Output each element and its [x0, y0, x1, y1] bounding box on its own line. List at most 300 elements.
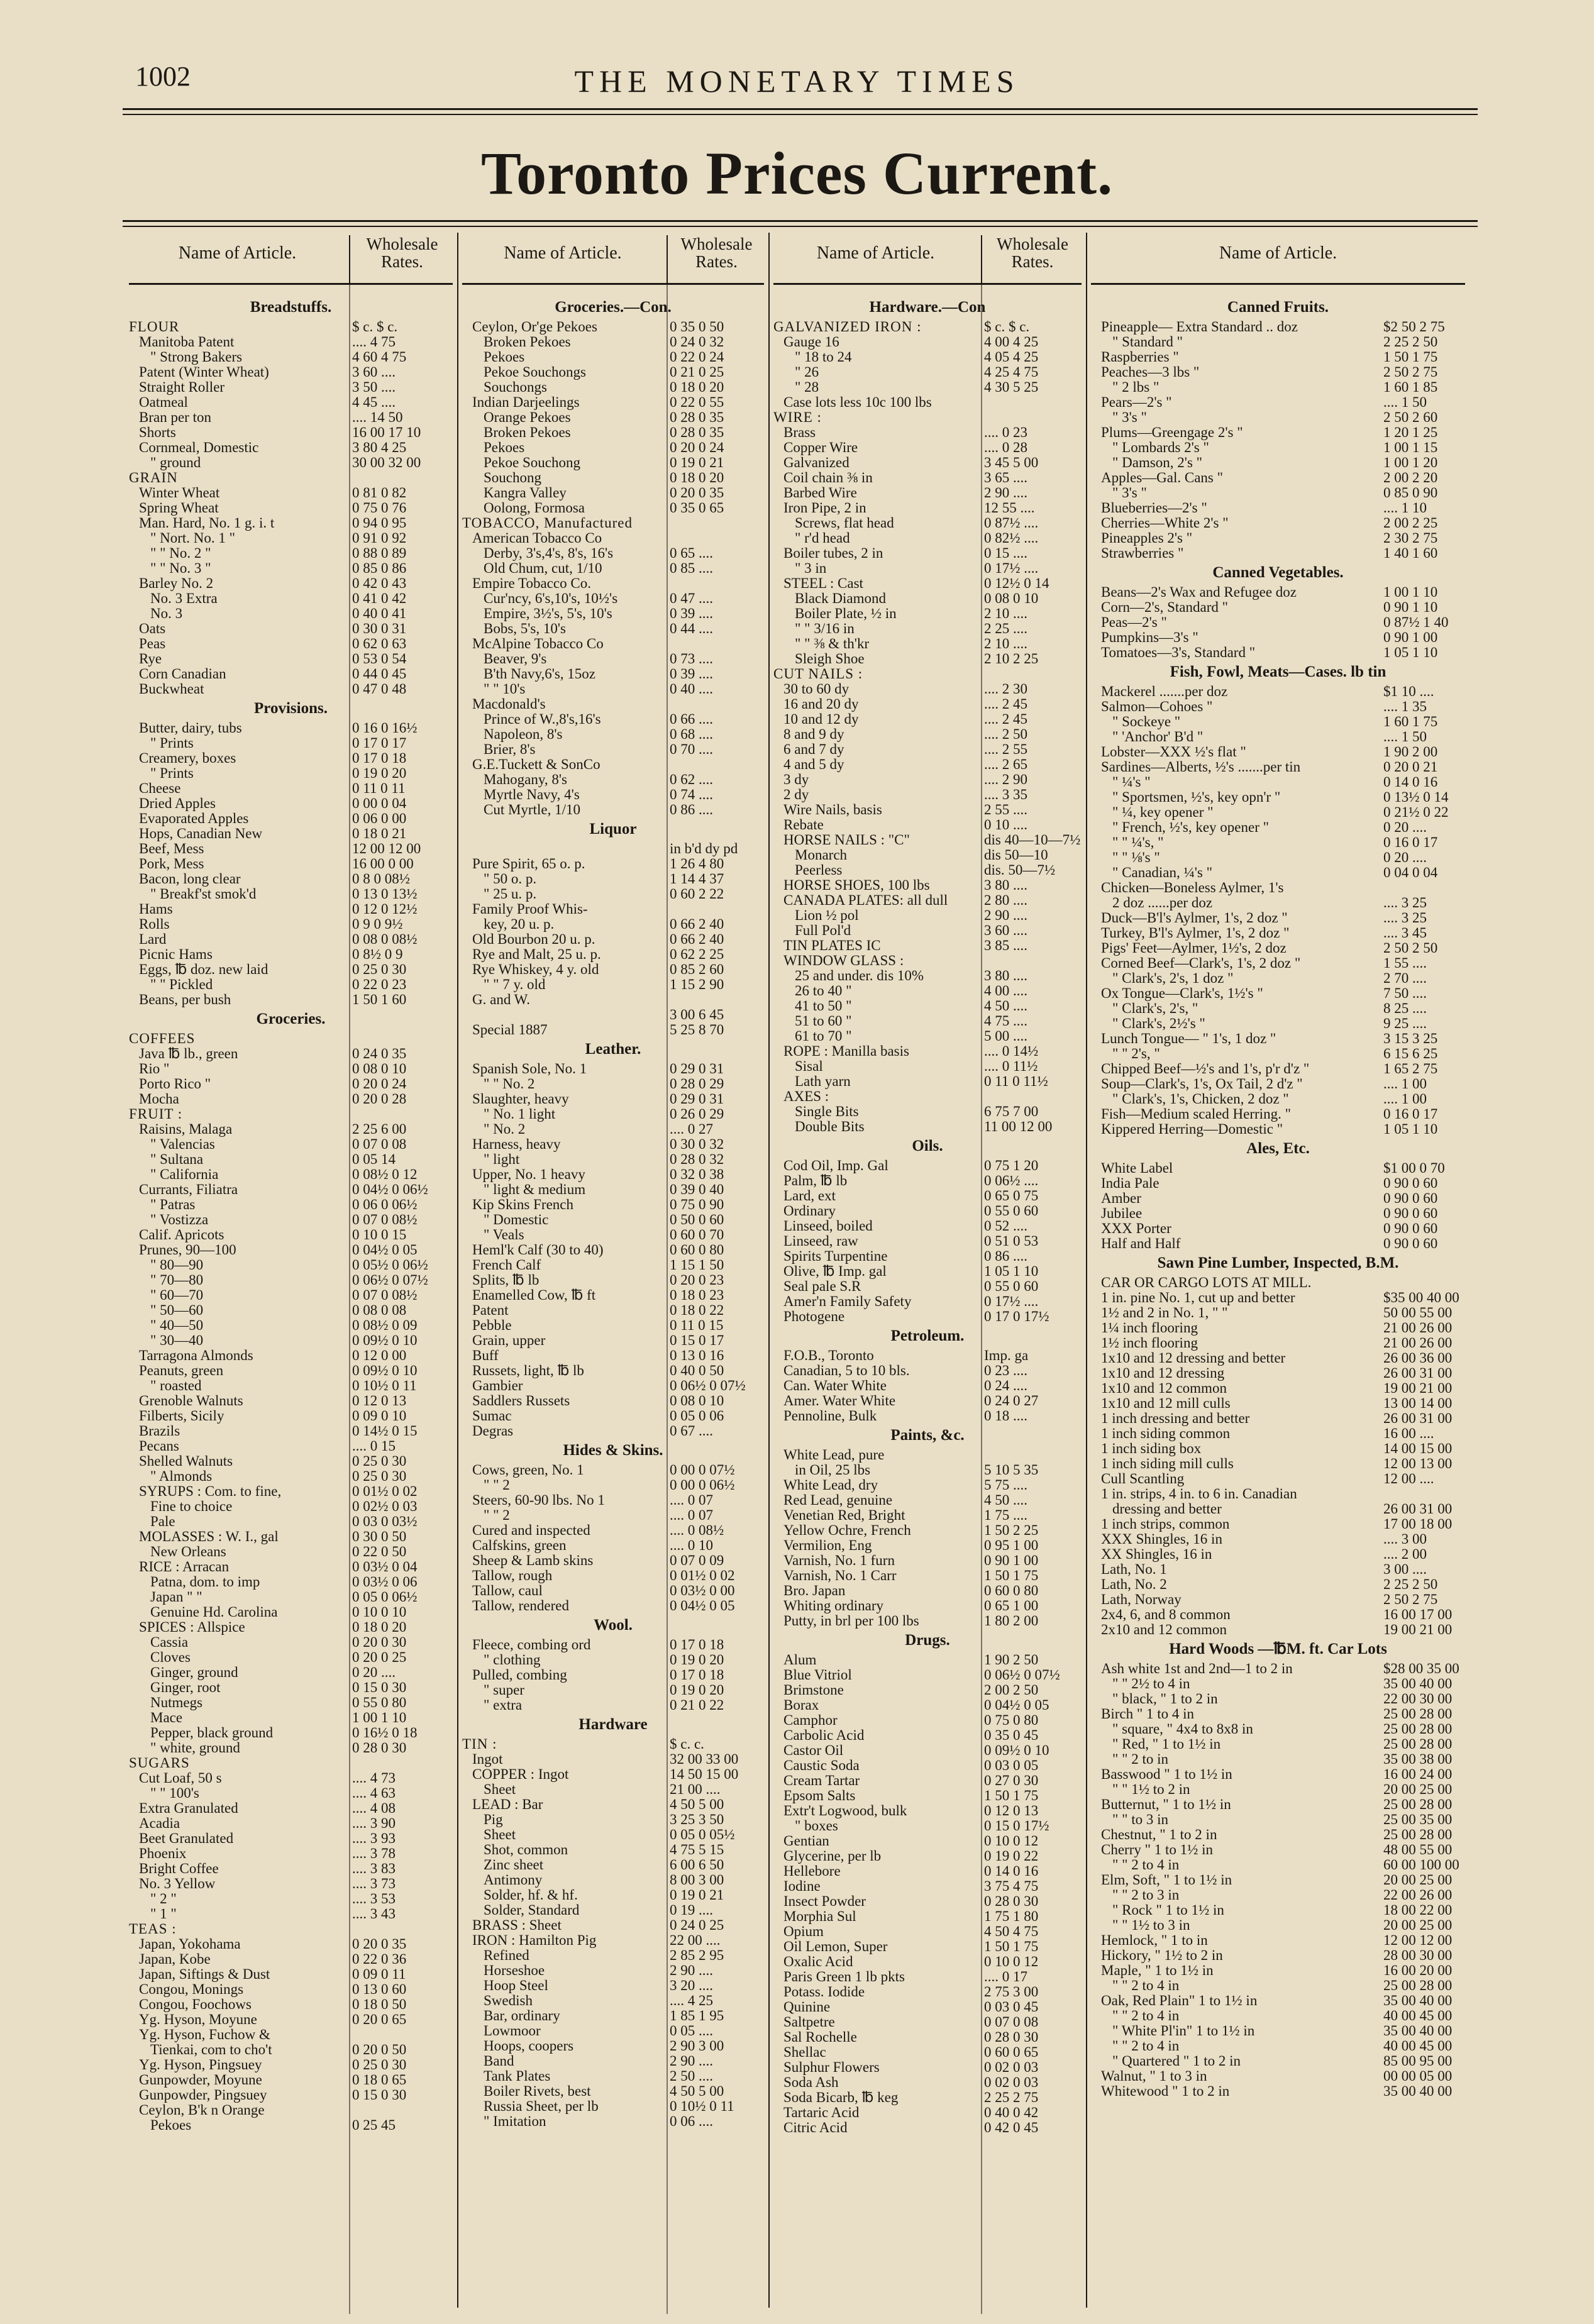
wholesale-rate: 0 09½ 0 10: [984, 1743, 1049, 1758]
article-name: Nutmegs: [150, 1695, 203, 1710]
price-row: [773, 1478, 1082, 1493]
article-name: Shelled Walnuts: [139, 1454, 233, 1469]
article-name: Epsom Salts: [783, 1788, 856, 1803]
price-row: [773, 546, 1082, 561]
wholesale-rate: 0 19 0 20: [670, 1652, 724, 1668]
article-name: Lobster—XXX ½'s flat ": [1101, 744, 1246, 760]
article-name: Tallow, caul: [472, 1583, 543, 1598]
wholesale-rate: 0 26 0 29: [670, 1107, 724, 1122]
price-row: [129, 736, 453, 751]
wholesale-rate: 0 08 0 08: [352, 1303, 407, 1318]
article-name: Camphor: [783, 1713, 838, 1728]
wholesale-rate: 1 15 2 90: [670, 977, 724, 992]
article-name: " Rock " 1 to 1½ in: [1112, 1903, 1224, 1918]
wholesale-rate: 3 45 5 00: [984, 455, 1039, 470]
price-row: [129, 2057, 453, 2072]
article-name: Screws, flat head: [795, 516, 894, 531]
wholesale-rate: 35 00 40 00: [1383, 2084, 1453, 2099]
wholesale-rate: 50 00 55 00: [1383, 1305, 1453, 1320]
wholesale-rate: 0 03 0 45: [984, 2000, 1039, 2015]
article-name: Oxalic Acid: [783, 1954, 853, 1969]
article-name: Eggs, ℔ doz. new laid: [139, 962, 268, 977]
wholesale-rate: 22 00 26 00: [1383, 1888, 1453, 1903]
article-name: Shorts: [139, 425, 176, 440]
price-column-2: [462, 233, 764, 2314]
price-row: [129, 1831, 453, 1846]
article-name: AXES :: [783, 1089, 829, 1104]
price-row: [462, 1318, 764, 1333]
wholesale-rate: 2 30 2 75: [1383, 531, 1438, 546]
price-row: [129, 1635, 453, 1650]
price-row: [129, 621, 453, 636]
price-row: [1091, 1873, 1465, 1888]
price-row: [129, 1424, 453, 1439]
wholesale-rate: 1 00 1 15: [1383, 440, 1438, 455]
article-name: Lowmoor: [484, 2023, 541, 2039]
wholesale-rate: 0 90 0 60: [1383, 1206, 1438, 1221]
wholesale-rate: 32 00 33 00: [670, 1752, 739, 1767]
article-name: Blue Vitriol: [783, 1668, 852, 1683]
price-row: [1091, 1722, 1465, 1737]
article-name: Myrtle Navy, 4's: [484, 787, 580, 802]
wholesale-rate: 0 06½ ....: [984, 1173, 1039, 1188]
article-name: " " 2 to 3 in: [1112, 1888, 1180, 1903]
price-row: [129, 561, 453, 576]
section-title: Hides & Skins.: [563, 1442, 663, 1459]
article-name: " ground: [150, 455, 201, 470]
price-row: [1091, 790, 1465, 805]
wholesale-rate: .... 0 23: [984, 425, 1027, 440]
wholesale-rate: .... 0 11½: [984, 1059, 1038, 1074]
wholesale-rate: 0 28 0 35: [670, 425, 724, 440]
price-row: [773, 2120, 1082, 2135]
wholesale-rate: .... 3 45: [1383, 926, 1427, 941]
article-name: " French, ½'s, key opener ": [1112, 820, 1270, 835]
price-row: [462, 2114, 764, 2129]
wholesale-rate: 40 00 45 00: [1383, 2008, 1453, 2023]
wholesale-rate: 0 9 0 9½: [352, 917, 403, 932]
wholesale-rate: 5 75 ....: [984, 1478, 1027, 1493]
wholesale-rate: 0 65 0 75: [984, 1188, 1039, 1204]
price-row: [129, 1137, 453, 1152]
price-row: [129, 319, 453, 335]
price-row: [129, 1363, 453, 1378]
article-name: FLOUR: [129, 319, 180, 335]
article-name: American Tobacco Co: [472, 531, 602, 546]
wholesale-rate: 0 35 0 65: [670, 501, 724, 516]
article-name: Cows, green, No. 1: [472, 1463, 584, 1478]
article-name: Caustic Soda: [783, 1758, 860, 1773]
article-name: " " 10's: [484, 682, 526, 697]
article-name: Tomatoes—3's, Standard ": [1101, 645, 1256, 660]
wholesale-rate: 12 00 ....: [1383, 1471, 1434, 1486]
wholesale-rate: Imp. ga: [984, 1348, 1029, 1363]
price-row: [773, 908, 1082, 923]
article-name: Sulphur Flowers: [783, 2060, 880, 2075]
price-row: [1091, 850, 1465, 865]
wholesale-rate: 20 00 25 00: [1383, 1782, 1453, 1797]
price-row: [1091, 835, 1465, 850]
article-name: Hops, Canadian New: [139, 826, 263, 841]
article-name: Double Bits: [795, 1119, 865, 1134]
price-row: [462, 1553, 764, 1568]
wholesale-rate: 0 90 1 00: [984, 1553, 1039, 1568]
price-row: [1091, 1993, 1465, 2008]
article-name: " " 2½ to 4 in: [1112, 1676, 1190, 1691]
wholesale-rate: 0 28 0 30: [352, 1740, 407, 1756]
price-row: [1091, 1076, 1465, 1092]
price-row: [129, 1076, 453, 1092]
wholesale-rate: 0 12 0 13: [984, 1803, 1039, 1818]
article-name: " " ⅜ & th'kr: [795, 636, 870, 651]
wholesale-rate: .... 3 90: [352, 1816, 396, 1831]
price-row: [129, 1227, 453, 1242]
article-name: Pigs' Feet—Aylmer, 1½'s, 2 doz: [1101, 941, 1287, 956]
article-name: " " to 3 in: [1112, 1812, 1169, 1827]
wholesale-rate: 0 08 0 10: [984, 591, 1039, 606]
wholesale-rate: 26 00 31 00: [1383, 1411, 1453, 1426]
article-name: CUT NAILS :: [773, 667, 863, 682]
wholesale-rate: 0 09½ 0 10: [352, 1363, 418, 1378]
article-name: Putty, in brl per 100 lbs: [783, 1613, 919, 1629]
section-heading: [462, 1613, 764, 1637]
article-name: Cheese: [139, 781, 181, 796]
price-row: [1091, 1275, 1465, 1290]
price-row: [462, 802, 764, 817]
price-row: [129, 977, 453, 992]
price-row: [773, 1849, 1082, 1864]
article-name: Glycerine, per lb: [783, 1849, 882, 1864]
price-row: [773, 1309, 1082, 1324]
article-name: Pekoes: [484, 350, 525, 365]
wholesale-rate: 0 20 0 35: [352, 1937, 407, 1952]
price-row: [1091, 744, 1465, 760]
article-name: Elm, Soft, " 1 to 1½ in: [1101, 1873, 1232, 1888]
price-row: [129, 576, 453, 591]
article-name: in Oil, 25 lbs: [795, 1463, 871, 1478]
price-row: [462, 2008, 764, 2023]
wholesale-rate: 2 85 2 95: [670, 1948, 724, 1963]
price-row: [129, 1122, 453, 1137]
wholesale-rate: 0 22 0 55: [670, 395, 724, 410]
price-row: [1091, 1191, 1465, 1206]
article-name: Orange Pekoes: [484, 410, 571, 425]
section-heading: [773, 296, 1082, 319]
wholesale-rate: 0 20 0 25: [352, 1650, 407, 1665]
article-name: " 'Anchor' B'd ": [1112, 729, 1204, 744]
article-name: Harness, heavy: [472, 1137, 561, 1152]
wholesale-rate: 2 90 ....: [984, 485, 1027, 501]
wholesale-rate: 0 19 0 21: [670, 455, 724, 470]
wholesale-rate: 5 10 5 35: [984, 1463, 1039, 1478]
wholesale-rate: 0 86 ....: [984, 1249, 1027, 1264]
price-row: [1091, 1320, 1465, 1336]
title-rule-top: [123, 220, 1478, 222]
article-name: " " Pickled: [150, 977, 213, 992]
wholesale-rate: in b'd dy pd: [670, 841, 738, 856]
article-name: TOBACCO, Manufactured: [462, 516, 633, 531]
article-name: Japan, Siftings & Dust: [139, 1967, 270, 1982]
price-row: [462, 425, 764, 440]
wholesale-rate: 22 00 ....: [670, 1933, 721, 1948]
price-row: [1091, 1737, 1465, 1752]
price-row: [129, 395, 453, 410]
section-heading: [773, 1629, 1082, 1652]
article-name: Soda Bicarb, ℔ keg: [783, 2090, 899, 2105]
article-name: " boxes: [795, 1818, 838, 1834]
wholesale-rate: 1 75 ....: [984, 1508, 1027, 1523]
article-name: " Strong Bakers: [150, 350, 243, 365]
article-name: Salmon—Cohoes ": [1101, 699, 1213, 714]
price-row: [773, 667, 1082, 682]
wholesale-rate: 0 55 0 80: [352, 1695, 407, 1710]
article-name: Galvanized: [783, 455, 850, 470]
article-name: " " 2 to 4 in: [1112, 2039, 1180, 2054]
wholesale-rate: 2 10 ....: [984, 636, 1027, 651]
article-name: " " No. 2: [484, 1076, 535, 1092]
price-row: [773, 1523, 1082, 1538]
price-row: [773, 833, 1082, 848]
price-row: [129, 591, 453, 606]
wholesale-rate: 2 70 ....: [1383, 971, 1427, 986]
price-row: [462, 365, 764, 380]
wholesale-rate: 26 00 36 00: [1383, 1351, 1453, 1366]
price-row: [773, 2075, 1082, 2090]
price-row: [1091, 1161, 1465, 1176]
price-row: [1091, 1622, 1465, 1637]
article-name: Saddlers Russets: [472, 1393, 570, 1408]
price-row: [462, 1598, 764, 1613]
article-name: " Standard ": [1112, 335, 1183, 350]
price-row: [129, 1937, 453, 1952]
title-rule-bottom: [123, 226, 1478, 227]
wholesale-rate: 0 06½ 0 07½: [984, 1668, 1060, 1683]
article-name: " 28: [795, 380, 819, 395]
price-row: [1091, 1502, 1465, 1517]
wholesale-rate: 0 14 0 16: [1383, 775, 1438, 790]
price-row: [773, 2105, 1082, 2120]
wholesale-rate: 0 08½ 0 09: [352, 1318, 418, 1333]
price-row: [773, 999, 1082, 1014]
price-row: [773, 697, 1082, 712]
price-row: [1091, 455, 1465, 470]
wholesale-rate: 0 70 ....: [670, 742, 713, 757]
article-name: XX Shingles, 16 in: [1101, 1547, 1212, 1562]
wholesale-rate: 12 55 ....: [984, 501, 1035, 516]
article-name: Java ℔ lb., green: [139, 1046, 238, 1061]
price-row: [129, 1514, 453, 1529]
price-row: [1091, 1963, 1465, 1978]
article-name: Japan, Yokohama: [139, 1937, 241, 1952]
wholesale-rate: 0 40 0 42: [984, 2105, 1039, 2120]
price-row: [773, 1074, 1082, 1089]
wholesale-rate: 12 00 12 00: [1383, 1933, 1453, 1948]
wholesale-rate: 25 00 28 00: [1383, 1978, 1453, 1993]
wholesale-rate: 1 50 1 60: [352, 992, 407, 1007]
wholesale-rate: 0 90 1 00: [1383, 630, 1438, 645]
wholesale-rate: 26 00 31 00: [1383, 1502, 1453, 1517]
article-name: Peaches—3 lbs ": [1101, 365, 1200, 380]
price-row: [1091, 2054, 1465, 2069]
price-row: [462, 531, 764, 546]
price-row: [129, 667, 453, 682]
price-row: [129, 501, 453, 516]
article-name: Beaver, 9's: [484, 651, 547, 667]
article-name: Chestnut, " 1 to 2 in: [1101, 1827, 1217, 1842]
wholesale-rate: 1 50 2 25: [984, 1523, 1039, 1538]
wholesale-rate: 0 18 ....: [984, 1408, 1027, 1424]
price-row: [462, 1137, 764, 1152]
article-name: " Prints: [150, 736, 194, 751]
wholesale-rate: 0 04½ 0 05: [352, 1242, 418, 1258]
article-name: Morphia Sul: [783, 1909, 856, 1924]
price-row: [773, 1924, 1082, 1939]
wholesale-rate: 1 85 1 95: [670, 2008, 724, 2023]
wholesale-rate: 4 50 5 00: [670, 1797, 724, 1812]
wholesale-rate: 20 00 25 00: [1383, 1918, 1453, 1933]
wholesale-rate: 2 55 ....: [984, 802, 1027, 817]
wholesale-rate: 0 24 0 35: [352, 1046, 407, 1061]
price-row: [462, 1767, 764, 1782]
section-heading: [462, 296, 764, 319]
price-row: [773, 1553, 1082, 1568]
wholesale-rate: 00 00 05 00: [1383, 2069, 1453, 2084]
price-row: [773, 1909, 1082, 1924]
wholesale-rate: 0 09 0 10: [352, 1408, 407, 1424]
wholesale-rate: 0 02 0 03: [984, 2060, 1039, 2075]
price-row: [462, 2084, 764, 2099]
article-name: Lath, No. 1: [1101, 1562, 1167, 1577]
article-name: CAR OR CARGO LOTS AT MILL.: [1101, 1275, 1312, 1290]
article-name: Peanuts, green: [139, 1363, 224, 1378]
article-name: SPICES : Allspice: [139, 1620, 245, 1635]
wholesale-rate: 0 53 0 54: [352, 651, 407, 667]
price-row: [773, 1029, 1082, 1044]
wholesale-rate: 16 00 0 00: [352, 856, 414, 872]
article-name: ROPE : Manilla basis: [783, 1044, 909, 1059]
article-name: Maple, " 1 to 1½ in: [1101, 1963, 1214, 1978]
wholesale-rate: 0 10 0 15: [352, 1227, 407, 1242]
article-name: Raisins, Malaga: [139, 1122, 233, 1137]
wholesale-rate: 0 20 ....: [1383, 820, 1427, 835]
price-row: [773, 1698, 1082, 1713]
section-title: Drugs.: [905, 1632, 950, 1649]
article-name: Amer. Water White: [783, 1393, 896, 1408]
price-row: [1091, 470, 1465, 485]
article-name: Bobs, 5's, 10's: [484, 621, 566, 636]
article-name: Kangra Valley: [484, 485, 567, 501]
price-row: [462, 516, 764, 531]
wholesale-rate: 0 25 0 30: [352, 2057, 407, 2072]
wholesale-rate: 0 94 0 95: [352, 516, 407, 531]
wholesale-rate: 4 00 ....: [984, 983, 1027, 999]
wholesale-rate: 30 00 32 00: [352, 455, 421, 470]
price-row: [1091, 1236, 1465, 1251]
wholesale-rate: .... 0 07: [670, 1508, 713, 1523]
article-name: Butter, dairy, tubs: [139, 721, 242, 736]
price-row: [1091, 699, 1465, 714]
price-row: [462, 1668, 764, 1683]
article-name: Cloves: [150, 1650, 191, 1665]
wholesale-rate: 0 25 45: [352, 2118, 396, 2133]
article-name: " white, ground: [150, 1740, 240, 1756]
article-name: Sumac: [472, 1408, 512, 1424]
article-name: 25 and under. dis 10%: [795, 968, 924, 983]
price-row: [129, 1242, 453, 1258]
wholesale-rate: 0 18 0 65: [352, 2072, 407, 2088]
wholesale-rate: 25 00 28 00: [1383, 1737, 1453, 1752]
price-row: [129, 365, 453, 380]
price-row: [1091, 714, 1465, 729]
price-row: [773, 1538, 1082, 1553]
price-row: [1091, 1903, 1465, 1918]
article-name: Prince of W.,8's,16's: [484, 712, 601, 727]
price-row: [462, 1288, 764, 1303]
column-header-rate: Wholesale Rates.: [981, 235, 1082, 283]
section-heading: [1091, 1637, 1465, 1661]
price-row: [129, 606, 453, 621]
article-name: " No. 2: [484, 1122, 526, 1137]
price-row: [773, 727, 1082, 742]
article-name: Fleece, combing ord: [472, 1637, 591, 1652]
article-name: 1 inch siding box: [1101, 1441, 1202, 1456]
wholesale-rate: 11 00 12 00: [984, 1119, 1053, 1134]
price-row: [462, 455, 764, 470]
wholesale-rate: 0 40 0 50: [670, 1363, 724, 1378]
price-row: [462, 872, 764, 887]
wholesale-rate: 0 91 0 92: [352, 531, 407, 546]
price-row: [1091, 1001, 1465, 1016]
article-name: Straight Roller: [139, 380, 225, 395]
article-name: " 2 lbs ": [1112, 380, 1160, 395]
wholesale-rate: 0 07 0 08½: [352, 1288, 418, 1303]
price-row: [773, 878, 1082, 893]
article-name: " 70—80: [150, 1273, 204, 1288]
article-name: " Damson, 2's ": [1112, 455, 1203, 470]
article-name: Peas: [139, 636, 166, 651]
article-name: Raspberries ": [1101, 350, 1179, 365]
price-row: [773, 953, 1082, 968]
price-row: [129, 531, 453, 546]
wholesale-rate: .... 0 15: [352, 1439, 396, 1454]
article-name: 2 dy: [783, 787, 809, 802]
article-name: " 25 u. p.: [484, 887, 537, 902]
price-row: [773, 923, 1082, 938]
price-row: [462, 1152, 764, 1167]
price-row: [1091, 1707, 1465, 1722]
wholesale-rate: 0 10½ 0 11: [670, 2099, 734, 2114]
wholesale-rate: 0 55 0 60: [984, 1279, 1039, 1294]
price-row: [773, 410, 1082, 425]
price-row: [129, 1544, 453, 1559]
article-name: India Pale: [1101, 1176, 1160, 1191]
wholesale-rate: 0 39 ....: [670, 606, 713, 621]
article-name: Cod Oil, Imp. Gal: [783, 1158, 888, 1173]
wholesale-rate: 3 25 3 50: [670, 1812, 724, 1827]
wholesale-rate: 14 00 15 00: [1383, 1441, 1453, 1456]
wholesale-rate: 2 10 ....: [984, 606, 1027, 621]
wholesale-rate: dis 50—10: [984, 848, 1048, 863]
article-name: Grenoble Walnuts: [139, 1393, 243, 1408]
article-name: 2x10 and 12 common: [1101, 1622, 1227, 1637]
price-row: [129, 1197, 453, 1212]
wholesale-rate: 0 30 0 32: [670, 1137, 724, 1152]
price-row: [773, 1728, 1082, 1743]
wholesale-rate: 0 10 0 10: [352, 1605, 407, 1620]
wholesale-rate: 0 66 ....: [670, 712, 713, 727]
article-name: 1x10 and 12 mill culls: [1101, 1396, 1231, 1411]
wholesale-rate: .... 3 35: [984, 787, 1027, 802]
